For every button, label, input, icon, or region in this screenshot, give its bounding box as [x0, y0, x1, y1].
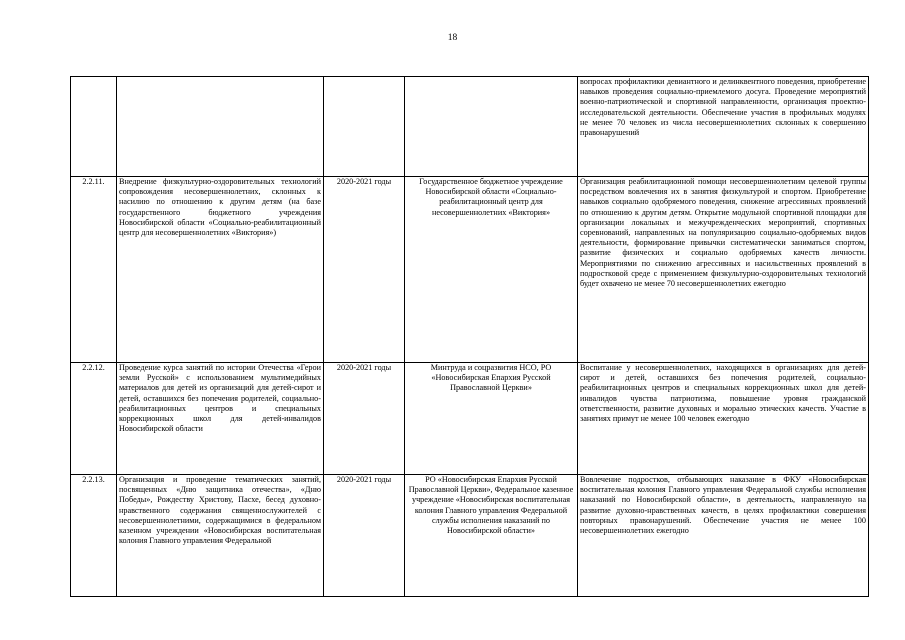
row-number: [71, 77, 117, 177]
measure-name: [117, 77, 324, 177]
measure-name: Организация и проведение тематических занятий, посвященных «Дню защитника отечества», «Дню Победы», Рождеству Христову, Пасхе, бесед духовно-нравственного содержания священнослужителей с несовершеннолетними, содержащимися в федеральном казенном учреждении «Новосибирская воспитательная колония Главного управления Федеральной: [119, 475, 321, 546]
period: 2020-2021 годы: [324, 475, 405, 597]
period: [324, 77, 405, 177]
expected-result: Воспитание у несовершеннолетних, находящихся в организациях для детей-сирот и детей, оставшихся без попечения родителей, социально-реабилитационных центров и специальных коррекционных школ для детей-инвалидов чувства патриотизма, повышение уровня гражданской ответственности, развитие духовных и морально этических качеств. Участие в занятиях примут не менее 100 человек ежегодно: [578, 363, 869, 475]
executor: Минтруда и соцразвития НСО, РО «Новосибирская Епархия Русской Православной Церкви»: [405, 363, 578, 475]
row-number: 2.2.13.: [71, 475, 117, 597]
expected-result: Организация реабилитационной помощи несовершеннолетним целевой группы посредством вовлечения их в занятия физкультурой и спортом. Приобретение навыков социально одобряемого поведения, снижение агрессивных проявлений по отношению к другим детям. Открытие модульной спортивной площадки для организации локальных и межучрежденческих мероприятий, спортивных соревнований, направленных на популяризацию социально-одобряемых видов деятельности, формирование привычки систематически заниматься спортом, развитие физических и социально одобряемых качеств личности. Мероприятиями по снижению агрессивных и насильственных проявлений в подростковой среде с применением физкультурно-оздоровительных технологий будет охвачено не менее 70 несовершеннолетних ежегодно: [578, 177, 869, 363]
executor: [405, 77, 578, 177]
executor: РО «Новосибирская Епархия Русской Православной Церкви», Федеральное казенное учреждение «Новосибирская воспитательная колония Главного управления Федеральной службы исполнения наказаний по Новосибирской области»: [405, 475, 578, 597]
period: 2020-2021 годы: [324, 177, 405, 363]
row-number: 2.2.11.: [71, 177, 117, 363]
expected-result: вопросах профилактики девиантного и делинквентного поведения, приобретение навыков проведения социально-приемлемого досуга. Проведение мероприятий военно-патриотической и спортивной направленности, организация проектно-исследовательской деятельности. Обеспечение участия в профильных модулях не менее 70 человек из числа несовершеннолетних склонных к совершению правонарушений: [578, 77, 869, 177]
table-row: [71, 177, 869, 363]
table-row: [71, 77, 869, 177]
table-row: [71, 475, 869, 597]
period: 2020-2021 годы: [324, 363, 405, 475]
expected-result: Вовлечение подростков, отбывающих наказание в ФКУ «Новосибирская воспитательная колония Главного управления Федеральной службы исполнения наказаний по Новосибирской области», в деятельность, направленную на развитие духовно-нравственных качеств, в целях профилактики совершения повторных правонарушений. Обеспечение участия не менее 100 несовершеннолетних ежегодно: [578, 475, 869, 597]
page-number: 18: [447, 33, 458, 43]
measures-table: [70, 76, 869, 597]
table-row: [71, 363, 869, 475]
measure-name: Проведение курса занятий по истории Отечества «Герои земли Русской» с использованием мультимедийных материалов для детей из организаций для детей-сирот и детей, оставшихся без попечения родителей, социально-реабилитационных центров и специальных коррекционных школ для детей-инвалидов Новосибирской области: [117, 363, 324, 475]
row-number: 2.2.12.: [71, 363, 117, 475]
executor: Государственное бюджетное учреждение Новосибирской области «Социально-реабилитационный центр для несовершеннолетних «Виктория»: [405, 177, 578, 363]
measure-name: Внедрение физкультурно-оздоровительных технологий сопровождения несовершеннолетних, склонных к насилию по отношению к другим детям (на базе государственного бюджетного учреждения Новосибирской области «Социально-реабилитационный центр для несовершеннолетних «Виктория»): [117, 177, 324, 363]
